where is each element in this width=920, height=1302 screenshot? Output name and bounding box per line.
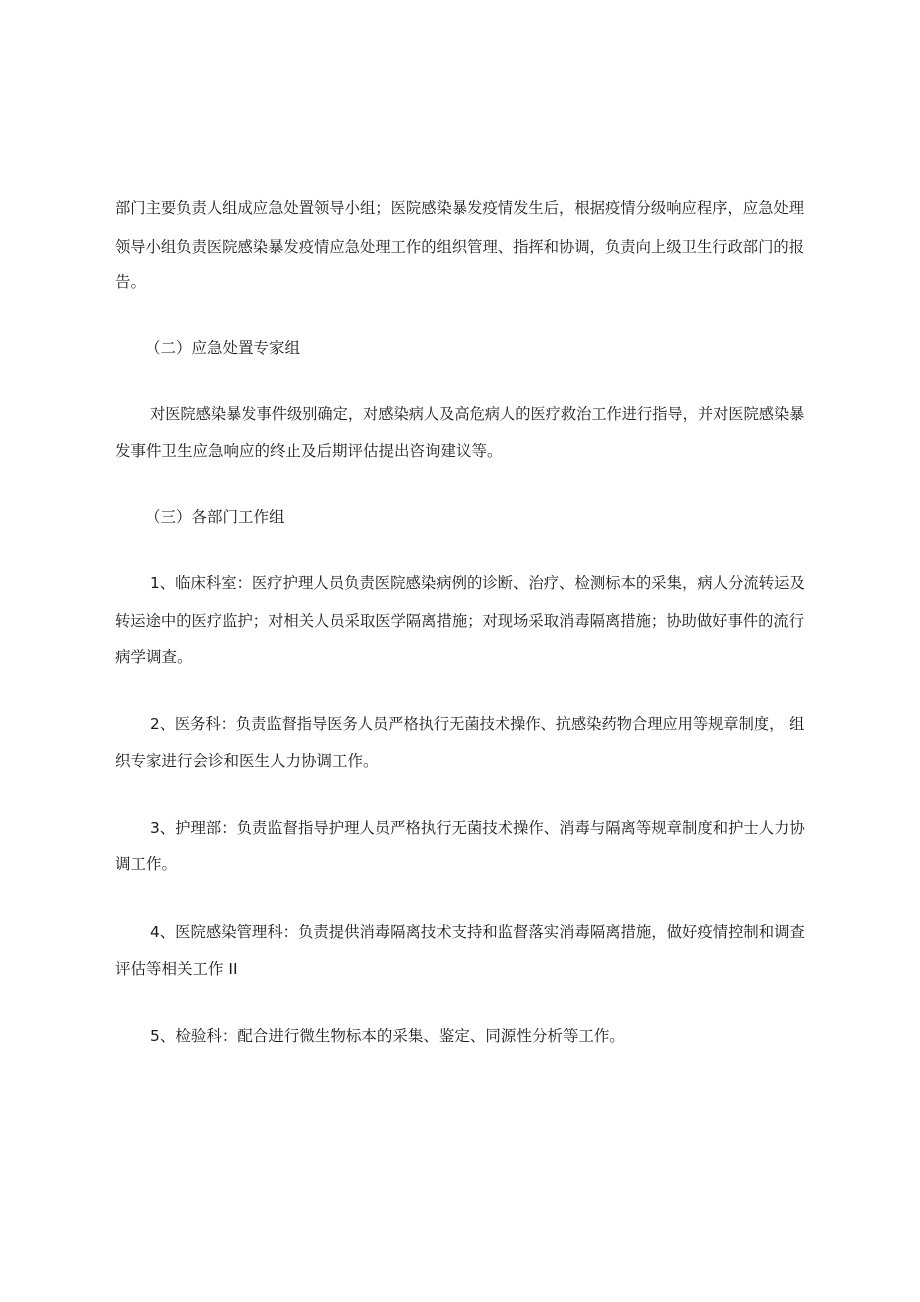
item-5-line-1: 5、检验科：配合进行微生物标本的采集、鉴定、同源性分析等工作。 — [150, 1027, 625, 1045]
item-4-line-2: 评估等相关工作 II — [115, 960, 238, 978]
section-3-heading: （三）各部门工作组 — [145, 508, 285, 526]
item-1-line-3: 病学调查。 — [115, 648, 193, 666]
item-1-line-2: 转运途中的医疗监护；对相关人员采取医学隔离措施；对现场采取消毒隔离措施；协助做好事件的流行 — [115, 612, 805, 630]
item-2-line-1: 2、医务科：负责监督指导医务人员严格执行无菌技术操作、抗感染药物合理应用等规章制度， 组 — [150, 715, 805, 733]
item-3-line-1: 3、护理部：负责监督指导护理人员严格执行无菌技术操作、消毒与隔离等规章制度和护士人力协 — [150, 819, 805, 837]
intro-line-3: 告。 — [115, 273, 147, 291]
item-1-line-1: 1、临床科室：医疗护理人员负责医院感染病例的诊断、治疗、检测标本的采集，病人分流转运及 — [150, 574, 805, 592]
item-3-line-2: 调工作。 — [115, 855, 178, 873]
item-2-line-2: 织专家进行会诊和医生人力协调工作。 — [115, 752, 379, 770]
section-2-heading: （二）应急处置专家组 — [145, 339, 301, 357]
section-2-line-2: 发事件卫生应急响应的终止及后期评估提出咨询建议等。 — [115, 442, 503, 460]
intro-line-1: 部门主要负责人组成应急处置领导小组；医院感染暴发疫情发生后，根据疫情分级响应程序，应急处理 — [115, 199, 805, 217]
intro-line-2: 领导小组负责医院感染暴发疫情应急处理工作的组织管理、指挥和协调，负责向上级卫生行政部门的报 — [115, 238, 805, 256]
item-4-line-1: 4、医院感染管理科：负责提供消毒隔离技术支持和监督落实消毒隔离措施，做好疫情控制和调查 — [150, 923, 805, 941]
section-2-line-1: 对医院感染暴发事件级别确定，对感染病人及高危病人的医疗救治工作进行指导，并对医院感染暴 — [150, 405, 805, 423]
